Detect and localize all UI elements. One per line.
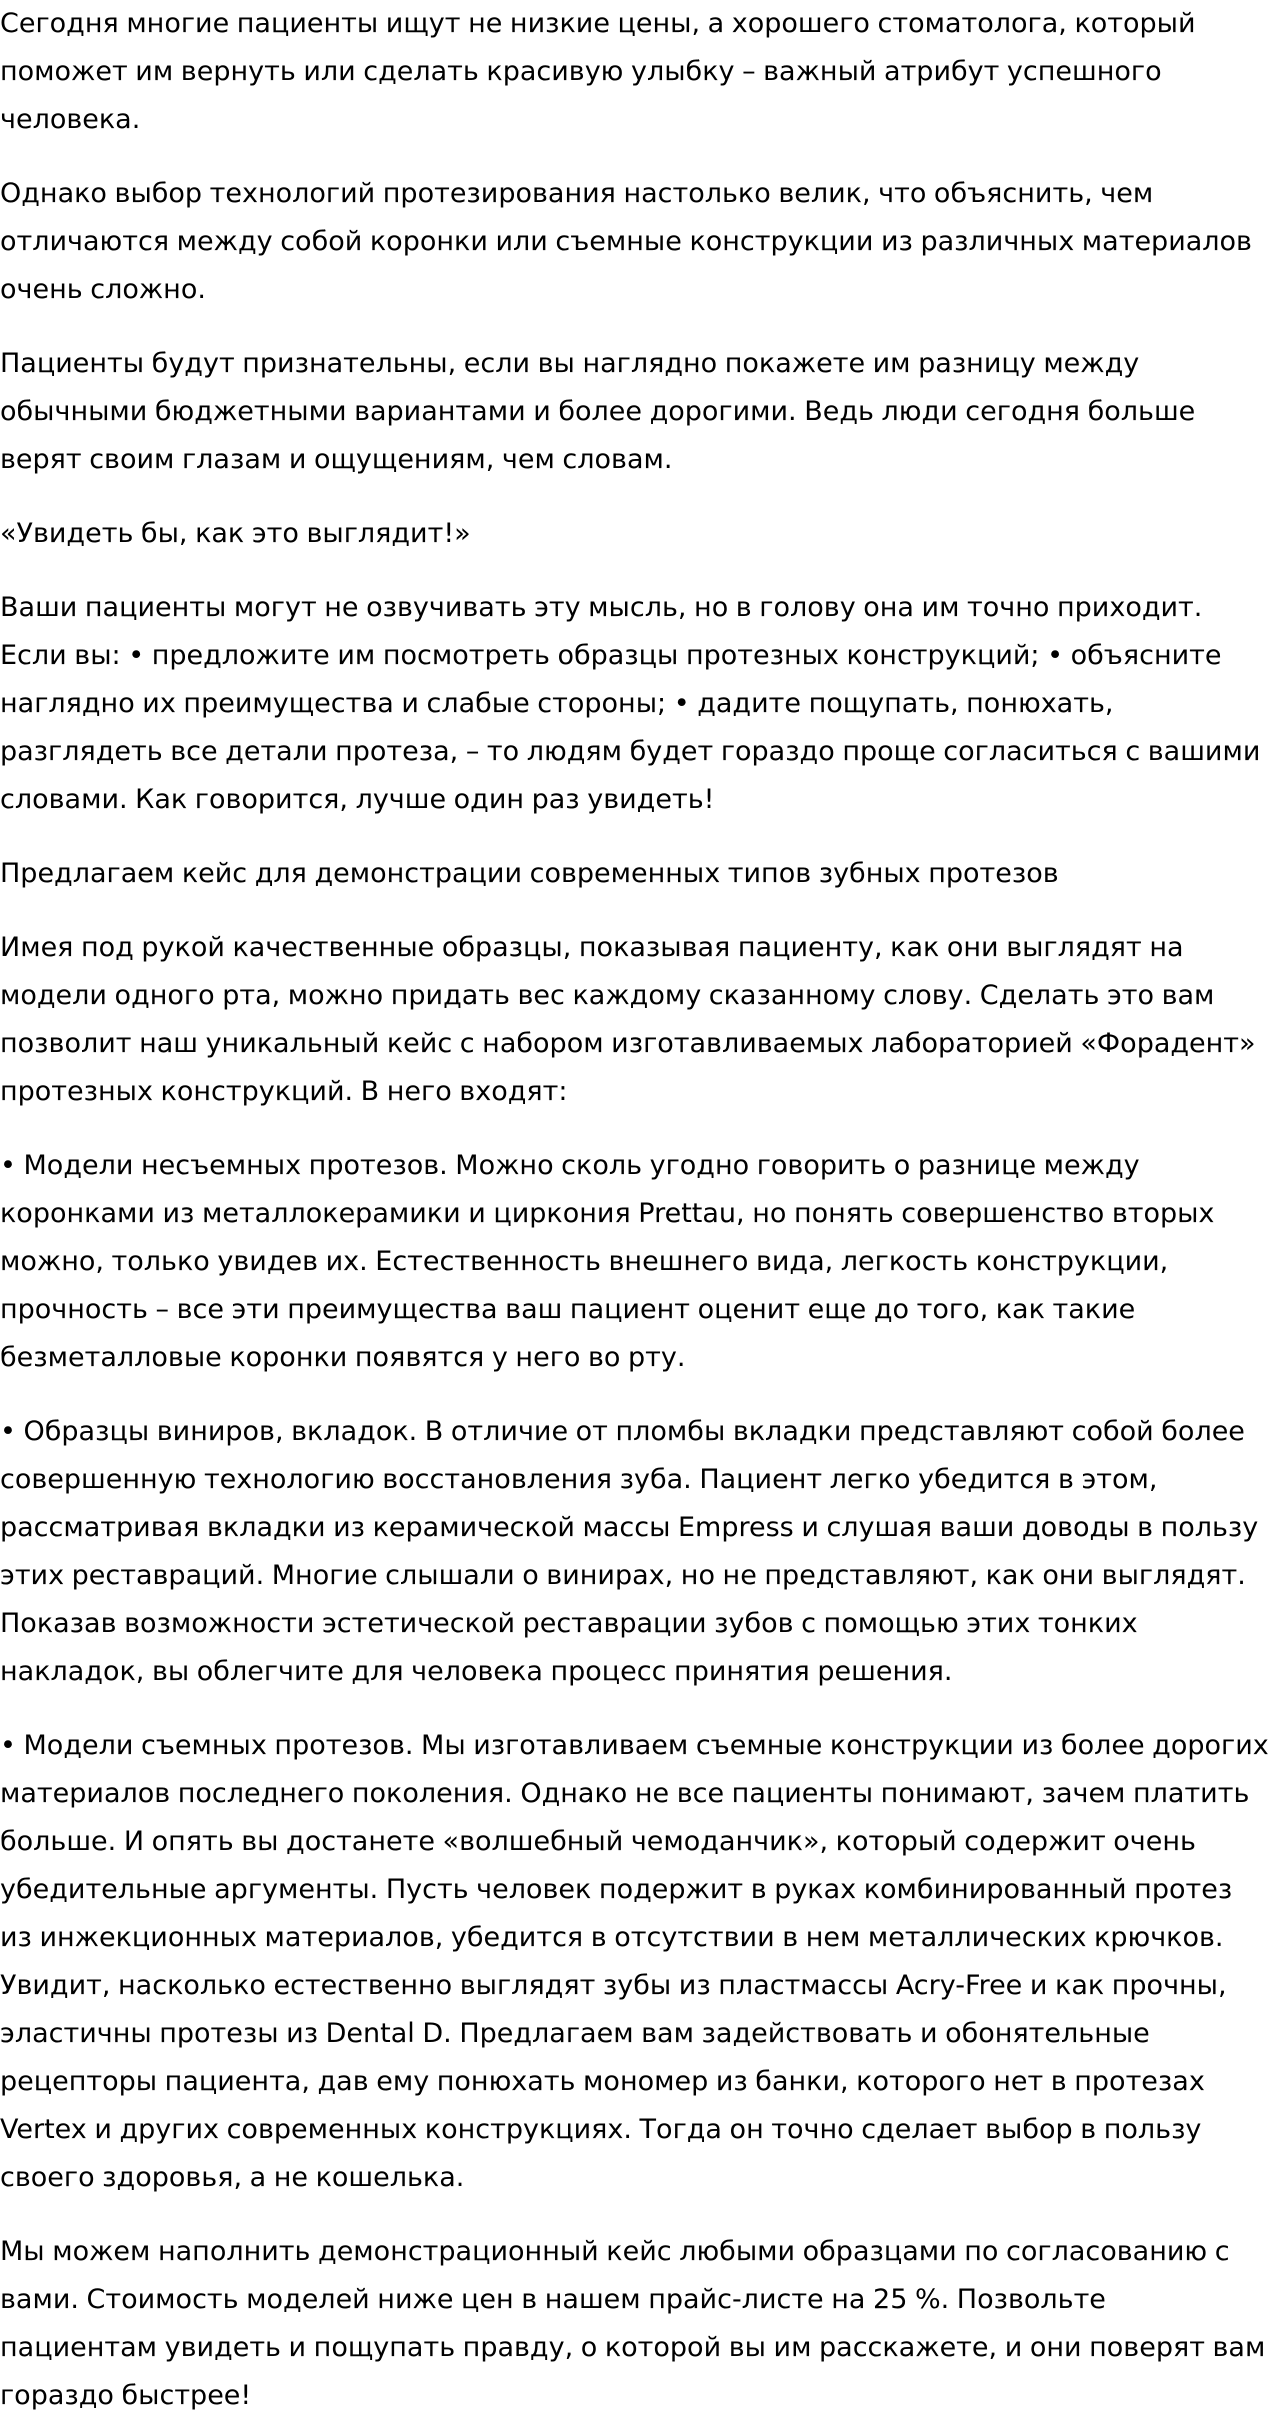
paragraph-intro: Сегодня многие пациенты ищут не низкие цены, а хорошего стоматолога, который поможет им вернуть или сделать красивую улыбку – важный атрибут успешного человека. [0,8,1196,135]
paragraph-technology-choice: Однако выбор технологий протезирования настолько велик, что объяснить, чем отличаются между собой коронки или съемные конструкции из различных материалов очень сложно. [0,178,1252,305]
paragraph-veneers-inlays: • Образцы виниров, вкладок. В отличие от пломбы вкладки представляют собой более совершенную технологию восстановления зуба. Пациент легко убедится в этом, рассматривая вкладки из керамической массы Empress и слушая ваши доводы в пользу этих реставраций. Многие слышали о винирах, но не представляют, как они выглядят. Показав возможности эстетической реставрации зубов с помощью этих тонких накладок, вы облегчите для человека процесс принятия решения. [0,1416,1259,1687]
paragraph-quote: «Увидеть бы, как это выглядит!» [0,518,471,549]
paragraph-closing: Мы можем наполнить демонстрационный кейс любыми образцами по согласованию с вами. Стоимость моделей ниже цен в нашем прайс-листе на 25 %. Позвольте пациентам увидеть и пощупать правду, о которой вы им расскажете, и они поверят вам гораздо быстрее! [0,2236,1266,2411]
paragraph-fixed-prostheses: • Модели несъемных протезов. Можно сколь угодно говорить о разнице между коронками из металлокерамики и циркония Prettau, но понять совершенство вторых можно, только увидев их. Естественность внешнего вида, легкость конструкции, прочность – все эти преимущества ваш пациент оценит еще до того, как такие безметалловые коронки появятся у него во рту. [0,1150,1215,1373]
paragraph-case-offer: Предлагаем кейс для демонстрации современных типов зубных протезов [0,858,1059,889]
paragraph-patients-grateful: Пациенты будут признательны, если вы наглядно покажете им разницу между обычными бюджетными вариантами и более дорогими. Ведь люди сегодня больше верят своим глазам и ощущениям, чем словам. [0,348,1196,475]
paragraph-removable-prostheses: • Модели съемных протезов. Мы изготавливаем съемные конструкции из более дорогих материалов последнего поколения. Однако не все пациенты понимают, зачем платить больше. И опять вы достанете «волшебный чемоданчик», который содержит очень убедительные аргументы. Пусть человек подержит в руках комбинированный протез из инжекционных материалов, убедится в отсутствии в нем металлических крючков. Увидит, насколько естественно выглядят зубы из пластмассы Acry-Free и как прочны, эластичны протезы из Dental D. Предлагаем вам задействовать и обонятельные рецепторы пациента, дав ему понюхать мономер из банки, которого нет в протезах Vertex и других современных конструкциях. Тогда он точно сделает выбор в пользу своего здоровья, а не кошелька. [0,1730,1269,2193]
paragraph-samples: Имея под рукой качественные образцы, показывая пациенту, как они выглядят на модели одного рта, можно придать вес каждому сказанному слову. Сделать это вам позволит наш уникальный кейс с набором изготавливаемых лабораторией «Форадент» протезных конструкций. В него входят: [0,932,1256,1107]
paragraph-patients-thought: Ваши пациенты могут не озвучивать эту мысль, но в голову она им точно приходит. Если вы: • предложите им посмотреть образцы протезных конструкций; • объясните наглядно их преимущества и слабые стороны; • дадите пощупать, понюхать, разглядеть все детали протеза, – то людям будет гораздо проще согласиться с вашими словами. Как говорится, лучше один раз увидеть! [0,592,1261,815]
